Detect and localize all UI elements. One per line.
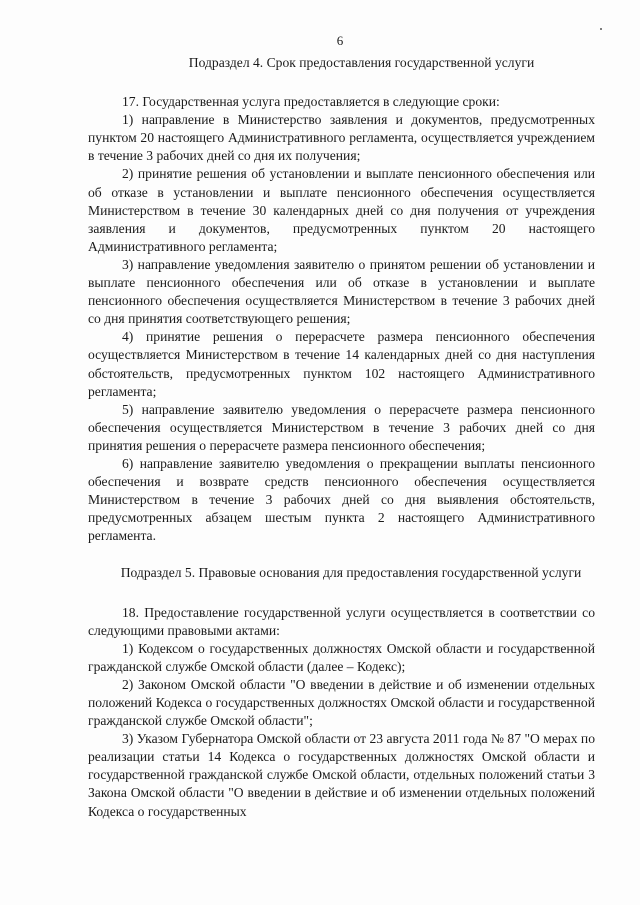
section-5-paragraph: 2) Законом Омской области "О введении в действие и об изменении отдельных положений Кодекса о государственных должностях Омской области и государственной гражданской службе Омской области"; xyxy=(88,676,595,729)
section-4-paragraph: 5) направление заявителю уведомления о перерасчете размера пенсионного обеспечения осуществляется Министерством в течение 3 рабочих дней со дня принятия решения о перерасчете размера пенсионного обеспечения; xyxy=(88,401,595,453)
section-4-paragraph: 2) принятие решения об установлении и выплате пенсионного обеспечения или об отказе в установлении и выплате пенсионного обеспечения осуществляется Министерством в течение 30 календарных дней со дня получения от учреждения заявления и документов, предусмотренных пунктом 20 настоящего Административного регламента; xyxy=(88,166,595,254)
document-body xyxy=(88,52,595,821)
section-4-paragraph: 4) принятие решения о перерасчете размера пенсионного обеспечения осуществляется Министерством в течение 14 календарных дней со дня наступления обстоятельств, предусмотренных пунктом 102 настоящего Административного регламента; xyxy=(88,329,595,399)
section-4-paragraph: 6) направление заявителю уведомления о прекращении выплаты пенсионного обеспечения и возврате средств пенсионного обеспечения осуществляется Министерством в течение 3 рабочих дней со дня выявления обстоятельств, предусмотренных абзацем шестым пункта 2 настоящего Административного регламента. xyxy=(88,455,595,544)
page-number: 6 xyxy=(336,33,344,48)
section-4-heading: Подраздел 4. Срок предоставления государственной услуги xyxy=(188,55,535,70)
section-5-paragraph: 1) Кодексом о государственных должностях Омской области и государственной гражданской службе Омской области (далее – Кодекс); xyxy=(88,640,595,674)
section-4-paragraph: 17. Государственная услуга предоставляется в следующие сроки: xyxy=(122,94,500,110)
section-4-paragraph: 1) направление в Министерство заявления и документов, предусмотренных пунктом 20 настоящего Административного регламента, осуществляется учреждением в течение 3 рабочих дней со дня их получения; xyxy=(88,112,595,164)
section-4-body xyxy=(88,93,595,545)
section-5-heading: Подраздел 5. Правовые основания для предоставления государственной услуги xyxy=(120,565,582,581)
section-5-body xyxy=(88,604,595,821)
section-5-paragraph: 18. Предоставление государственной услуги осуществляется в соответствии со следующими правовыми актами: xyxy=(88,604,595,638)
scan-speck xyxy=(600,28,602,30)
section-5-paragraph: 3) Указом Губернатора Омской области от 23 августа 2011 года № 87 "О мерах по реализации статьи 14 Кодекса о государственных должностях Омской области и государственной гражданской службе Омской области, отдельных положений статьи 3 Закона Омской области "О введении в действие и об изменении отдельных положений Кодекса о государственных xyxy=(88,731,595,819)
section-4-paragraph: 3) направление уведомления заявителю о принятом решении об установлении и выплате пенсионного обеспечения или об отказе в установлении и выплате пенсионного обеспечения осуществляется Министерством в течение 3 рабочих дней со дня принятия соответствующего решения; xyxy=(88,256,595,327)
